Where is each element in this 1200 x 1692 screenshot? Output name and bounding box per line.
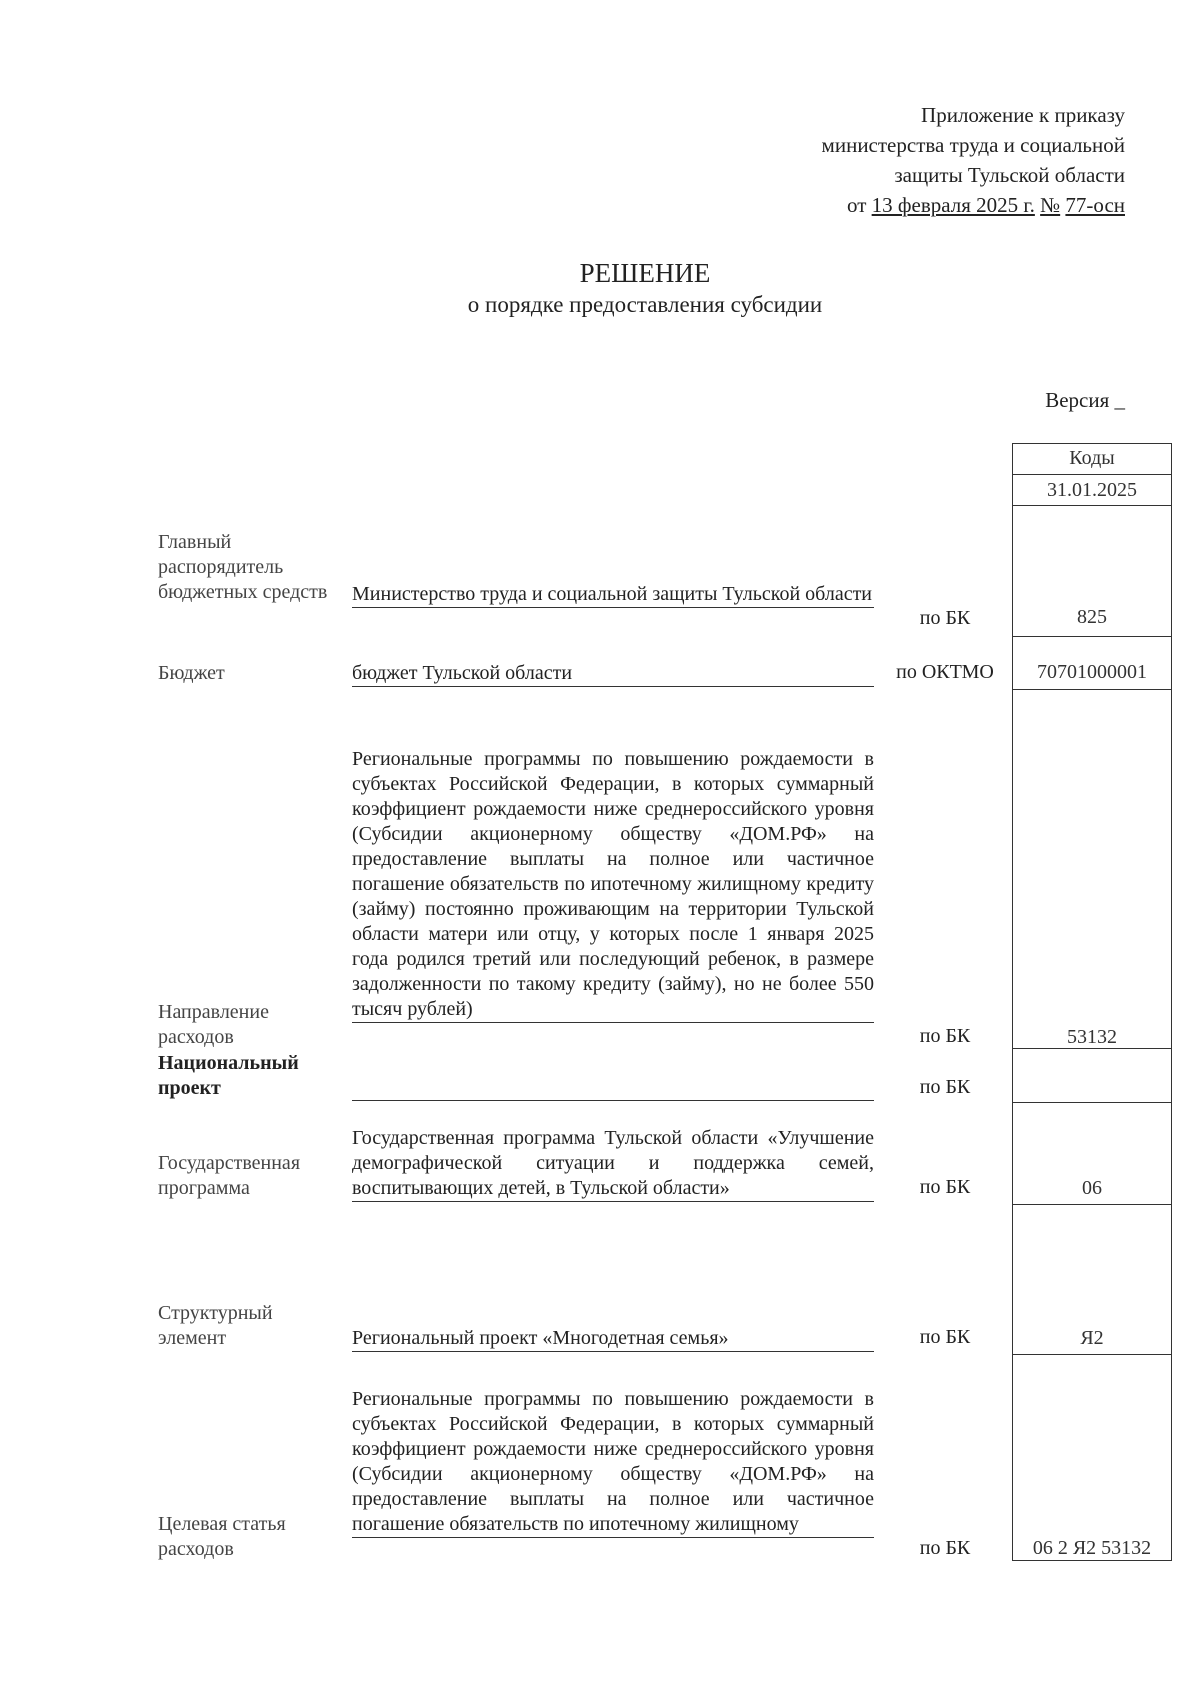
document-title: РЕШЕНИЕ [579, 258, 711, 288]
codes-header: Коды [1069, 447, 1115, 469]
appendix-line-2: министерства труда и социальной [821, 133, 1125, 157]
national-project-po: по БК [919, 1076, 971, 1098]
direction-code: 53132 [1012, 689, 1172, 1048]
structural-po: по БК [919, 1326, 971, 1348]
direction-label: Направление расходов [158, 1001, 269, 1048]
appendix-date: 13 февраля 2025 г. [871, 193, 1035, 217]
appendix-line-3: защиты Тульской области [894, 163, 1125, 187]
appendix-number: 77-осн [1065, 193, 1125, 217]
document-subtitle: о порядке предоставления субсидии [467, 292, 823, 317]
target-po: по БК [919, 1537, 971, 1559]
direction-po: по БК [919, 1025, 971, 1047]
budget-po: по ОКТМО [896, 661, 994, 683]
state-program-code: 06 [1012, 1102, 1172, 1204]
direction-value: Региональные программы по повышению рождаемости в субъектах Российской Федерации, в которых суммарный коэффициент рождаемости ниже среднероссийского уровня (Субсидии акционерному обществу «ДОМ.РФ» на предоставление выплаты на полное или частичное погашение обязательств по ипотечному жилищному кредиту (займу) постоянно проживающим на территории Тульской области матери или отцу, у которых после 1 января 2025 года родился третий или последующий ребенок, в размере задолженности по такому кредиту (займу), но не более 550 тысяч рублей) [352, 747, 874, 1023]
state-program-po: по БК [919, 1176, 971, 1198]
budget-label: Бюджет [158, 662, 225, 684]
grbs-value: Министерство труда и социальной защиты Тульской области [352, 582, 874, 608]
codes-date: 31.01.2025 [1012, 474, 1172, 505]
grbs-po: по БК [919, 607, 971, 629]
state-program-value: Государственная программа Тульской области «Улучшение демографической ситуации и поддержка семей, воспитывающих детей, в Тульской области» [352, 1126, 874, 1202]
target-label: Целевая статья расходов [158, 1513, 286, 1560]
appendix-no-sign: № [1040, 193, 1061, 217]
structural-value: Региональный проект «Многодетная семья» [352, 1326, 874, 1352]
structural-label: Структурный элемент [158, 1302, 273, 1349]
target-value: Региональные программы по повышению рождаемости в субъектах Российской Федерации, в которых суммарный коэффициент рождаемости ниже среднероссийского уровня (Субсидии акционерному обществу «ДОМ.РФ» на предоставление выплаты на полное или частичное погашение обязательств по ипотечному жилищному [352, 1387, 874, 1538]
appendix-prefix: от [846, 193, 867, 217]
national-project-value [352, 1076, 874, 1101]
budget-value: бюджет Тульской области [352, 661, 874, 687]
structural-code: Я2 [1012, 1204, 1172, 1354]
appendix-header [705, 100, 1125, 220]
national-project-label: Национальный проект [158, 1052, 299, 1099]
state-program-label: Государственная программа [158, 1152, 301, 1199]
target-code: 06 2 Я2 53132 [1012, 1354, 1172, 1561]
appendix-line-1: Приложение к приказу [921, 103, 1125, 127]
version-label: Версия _ [1045, 388, 1125, 412]
budget-code: 70701000001 [1012, 636, 1172, 689]
grbs-label: Главный распорядитель бюджетных средств [158, 531, 328, 603]
national-project-code [1012, 1048, 1172, 1102]
appendix-line-4 [705, 190, 1125, 220]
grbs-code: 825 [1012, 505, 1172, 636]
